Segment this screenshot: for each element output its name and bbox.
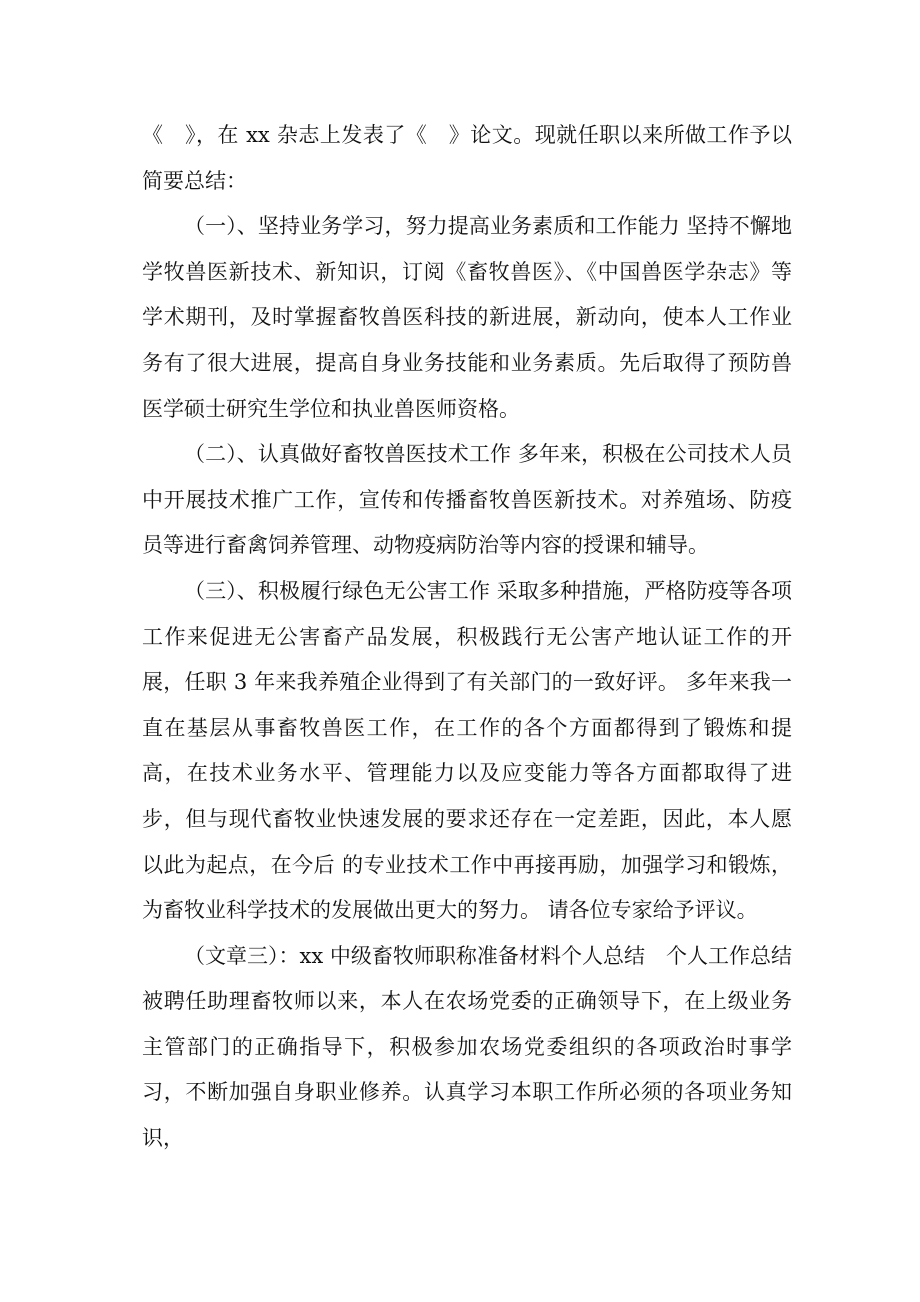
paragraph-article-3: （文章三）：xx 中级畜牧师职称准备材料个人总结 个人工作总结 被聘任助理畜牧师以来，本人在农场党委的正确领导下，在上级业务主管部门的正确指导下，积极参加农场党委组织的各项政治时事学习，不断加强自身职业修养。认真学习本职工作所必须的各项业务知识， — [142, 943, 792, 1151]
paragraph-intro: 《 》，在 xx 杂志上发表了《 》论文。现就任职以来所做工作予以简要总结： — [142, 123, 792, 193]
paragraph-section-2: （二）、认真做好畜牧兽医技术工作 多年来，积极在公司技术人员中开展技术推广工作，宣传和传播畜牧兽医新技术。对养殖场、防疫员等进行畜禽饲养管理、动物疫病防治等内容的授课和辅导。 — [142, 442, 792, 558]
paragraph-section-1: （一）、坚持业务学习，努力提高业务素质和工作能力 坚持不懈地学牧兽医新技术、新知识，订阅《畜牧兽医》、《中国兽医学杂志》等学术期刊，及时掌握畜牧兽医科技的新进展，新动向，使本人工作业务有了很大进展，提高自身业务技能和业务素质。先后取得了预防兽医学硕士研究生学位和执业兽医师资格。 — [142, 214, 792, 421]
document-body — [142, 113, 792, 1162]
paragraph-section-3: （三）、积极履行绿色无公害工作 采取多种措施，严格防疫等各项工作来促进无公害畜产品发展，积极践行无公害产地认证工作的开展，任职 3 年来我养殖企业得到了有关部门的一致好评。 多年来我一直在基层从事畜牧兽医工作，在工作的各个方面都得到了锻炼和提高，在技术业务水平、管理能力以及应变能力等各方面都取得了进步，但与现代畜牧业快速发展的要求还存在一定差距，因此，本人愿以此为起点，在今后 的专业技术工作中再接再励，加强学习和锻炼，为畜牧业科学技术的发展做出更大的努力。 请各位专家给予评议。 — [142, 578, 792, 923]
